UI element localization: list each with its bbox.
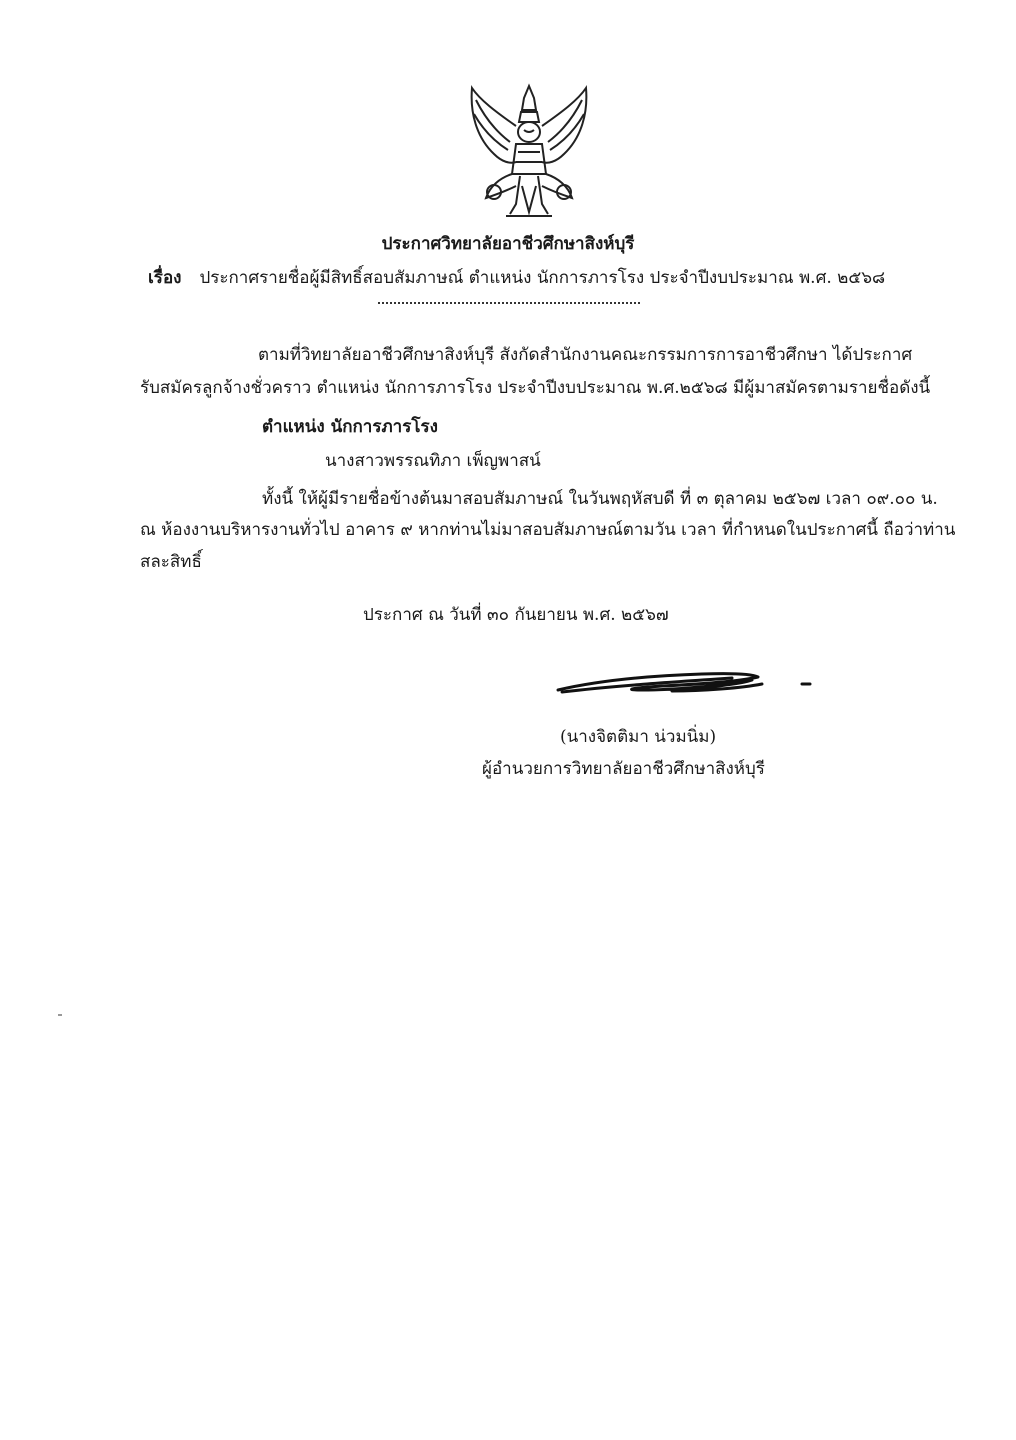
signature-icon xyxy=(552,664,814,700)
signatory-name: (นางจิตติมา น่วมนิ่ม) xyxy=(560,727,717,747)
signatory-title: ผู้อำนวยการวิทยาลัยอาชีวศึกษาสิงห์บุรี xyxy=(482,759,765,779)
announcement-date: ประกาศ ณ วันที่ ๓๐ กันยายน พ.ศ. ๒๕๖๗ xyxy=(363,605,669,625)
subject-label: เรื่อง xyxy=(148,268,182,288)
paragraph-1-line-2: รับสมัครลูกจ้างชั่วคราว ตำแหน่ง นักการภารโรง ประจำปีงบประมาณ พ.ศ.๒๕๖๘ มีผู้มาสมัครตามรายชื่อดังนี้ xyxy=(140,378,931,398)
position-heading: ตำแหน่ง นักการภารโรง xyxy=(262,417,438,437)
scan-speck xyxy=(58,1014,62,1016)
dotted-divider xyxy=(378,296,640,304)
candidate-name: นางสาวพรรณทิภา เพ็ญพาสน์ xyxy=(325,451,541,471)
paragraph-1-line-1: ตามที่วิทยาลัยอาชีวศึกษาสิงห์บุรี สังกัดสำนักงานคณะกรรมการการอาชีวศึกษา ได้ประกาศ xyxy=(258,345,913,365)
document-subject xyxy=(148,266,885,290)
paragraph-2-line-3: สละสิทธิ์ xyxy=(140,552,202,572)
subject-text: ประกาศรายชื่อผู้มีสิทธิ์สอบสัมภาษณ์ ตำแหน่ง นักการภารโรง ประจำปีงบประมาณ พ.ศ. ๒๕๖๘ xyxy=(199,268,886,288)
document-title: ประกาศวิทยาลัยอาชีวศึกษาสิงห์บุรี xyxy=(381,234,635,254)
garuda-emblem-icon xyxy=(466,82,592,222)
paragraph-2-line-1: ทั้งนี้ ให้ผู้มีรายชื่อข้างต้นมาสอบสัมภาษณ์ ในวันพฤหัสบดี ที่ ๓ ตุลาคม ๒๕๖๗ เวลา ๐๙.๐๐ น. xyxy=(262,489,938,509)
paragraph-2-line-2: ณ ห้องงานบริหารงานทั่วไป อาคาร ๙ หากท่านไม่มาสอบสัมภาษณ์ตามวัน เวลา ที่กำหนดในประกาศนี้ ถือว่าท่าน xyxy=(140,520,956,540)
